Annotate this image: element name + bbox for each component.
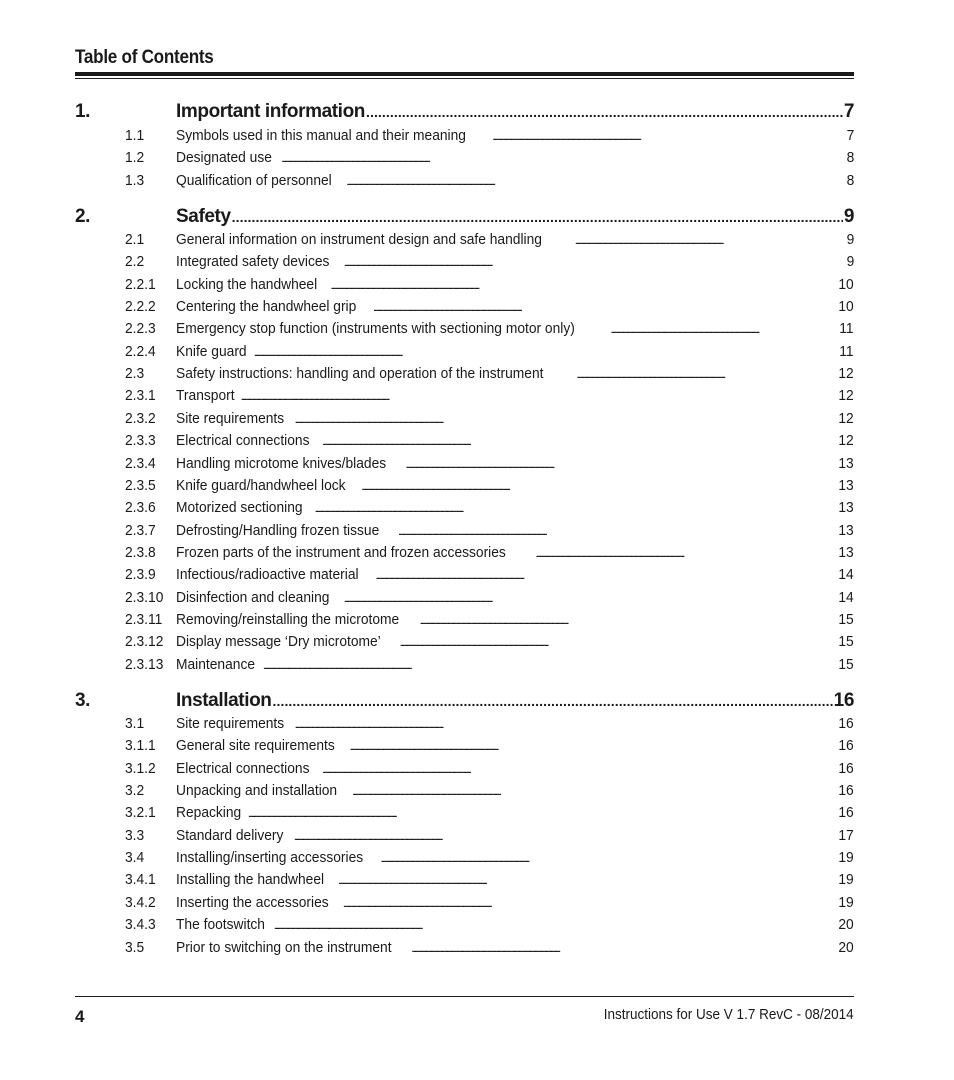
entry-title-line (176, 588, 854, 609)
entry-number: 2.3.7 (125, 522, 156, 539)
toc-subsection-entry[interactable] (75, 386, 854, 406)
entry-title-line (176, 543, 854, 564)
entry-page-number: 14 (838, 566, 854, 583)
entry-number: 1.1 (125, 127, 145, 144)
toc-subsection-entry[interactable] (75, 565, 854, 585)
entry-page-number: 13 (838, 499, 854, 516)
toc-subsection-entry[interactable] (75, 826, 854, 846)
dot-leader (405, 455, 836, 475)
entry-title: Prior to switching on the instrument (176, 939, 392, 956)
entry-title: Electrical connections (176, 432, 310, 449)
entry-title-line (176, 759, 854, 780)
entry-title: Infectious/radioactive material (176, 566, 359, 583)
dot-leader (375, 566, 836, 586)
dot-leader (352, 782, 836, 802)
entry-page-number: 14 (838, 589, 854, 606)
entry-title-line (176, 498, 854, 519)
dot-leader (330, 276, 836, 296)
toc-subsection-entry[interactable] (75, 870, 854, 890)
dot-leader (241, 387, 837, 407)
dot-leader (366, 100, 843, 124)
dot-leader (344, 253, 845, 273)
entry-number: 3.2 (125, 782, 145, 799)
toc-subsection-entry[interactable] (75, 171, 854, 191)
dot-leader (232, 205, 843, 229)
footer-page-number: 4 (75, 1007, 85, 1026)
entry-number: 3.5 (125, 939, 145, 956)
toc-subsection-entry[interactable] (75, 893, 854, 913)
entry-title-line (176, 655, 854, 676)
toc-subsection-entry[interactable] (75, 915, 854, 935)
entry-page-number: 15 (838, 656, 854, 673)
entry-number: 3.4.3 (125, 916, 156, 933)
toc-subsection-entry[interactable] (75, 342, 854, 362)
entry-title: Installing/inserting accessories (176, 849, 364, 866)
toc-subsection-entry[interactable] (75, 297, 854, 317)
entry-title-line (176, 689, 854, 713)
entry-title: Removing/reinstalling the microtome (176, 611, 400, 628)
entry-page-number: 10 (838, 276, 854, 293)
entry-number: 3.1.2 (125, 760, 156, 777)
toc-subsection-entry[interactable] (75, 588, 854, 608)
title-rule-thick (75, 72, 854, 76)
dot-leader (398, 522, 836, 542)
entry-title: Maintenance (176, 656, 256, 673)
entry-title-line (176, 565, 854, 586)
entry-page-number: 12 (838, 365, 854, 382)
entry-page-number: 12 (838, 432, 854, 449)
dot-leader (263, 656, 836, 676)
entry-page-number: 11 (839, 320, 854, 337)
entry-page-number: 7 (846, 127, 854, 144)
toc-section-entry[interactable] (75, 100, 854, 124)
entry-title: Repacking (176, 804, 242, 821)
entry-page-number: 16 (838, 782, 854, 799)
entry-title: Motorized sectioning (176, 499, 303, 516)
entry-title-line (176, 610, 854, 631)
dot-leader (273, 689, 833, 713)
dot-leader (343, 894, 836, 914)
entry-title-line (176, 431, 854, 452)
entry-title: Standard delivery (176, 827, 284, 844)
entry-title-line (176, 319, 854, 340)
entry-number: 3.4.2 (125, 894, 156, 911)
toc-subsection-entry[interactable] (75, 759, 854, 779)
entry-number: 2.3.2 (125, 410, 156, 427)
toc-subsection-entry[interactable] (75, 714, 854, 734)
entry-title-line (176, 148, 854, 169)
dot-leader (315, 499, 837, 519)
entry-title: Knife guard (176, 343, 247, 360)
entry-page-number: 8 (846, 172, 854, 189)
entry-title-line (176, 476, 854, 497)
entry-number: 2.3.9 (125, 566, 156, 583)
dot-leader (575, 231, 845, 251)
dot-leader (576, 365, 836, 385)
entry-title-line (176, 364, 854, 385)
toc-subsection-entry[interactable] (75, 736, 854, 756)
entry-page-number: 12 (838, 387, 854, 404)
entry-number: 2.2.1 (125, 276, 156, 293)
toc-subsection-entry[interactable] (75, 230, 854, 250)
dot-leader (254, 343, 838, 363)
entry-title-line (176, 781, 854, 802)
entry-number: 1.3 (125, 172, 145, 189)
entry-title-line (176, 736, 854, 757)
dot-leader (248, 804, 836, 824)
entry-title-line (176, 100, 854, 124)
entry-number: 1. (75, 101, 91, 122)
entry-title: Site requirements (176, 715, 285, 732)
entry-page-number: 20 (838, 939, 854, 956)
toc-subsection-entry[interactable] (75, 848, 854, 868)
entry-title-line (176, 342, 854, 363)
entry-title: General information on instrument design and safe handling (176, 231, 542, 248)
entry-page-number: 9 (843, 206, 854, 227)
entry-title: Important information (176, 101, 365, 122)
entry-title: The footswitch (176, 916, 265, 933)
entry-title-line (176, 275, 854, 296)
entry-title-line (176, 126, 854, 147)
toc-subsection-entry[interactable] (75, 610, 854, 630)
entry-number: 3. (75, 690, 91, 711)
entry-title: Site requirements (176, 410, 285, 427)
entry-title: Centering the handwheel grip (176, 298, 357, 315)
entry-number: 2.3.10 (125, 589, 164, 606)
entry-number: 2.2 (125, 253, 145, 270)
entry-title-line (176, 714, 854, 735)
entry-page-number: 7 (843, 101, 854, 122)
entry-title: Emergency stop function (instruments with sectioning motor only) (176, 320, 575, 337)
entry-title: General site requirements (176, 737, 335, 754)
toc-subsection-entry[interactable] (75, 938, 854, 958)
dot-leader (361, 477, 836, 497)
entry-page-number: 11 (839, 343, 854, 360)
entry-title-line (176, 826, 854, 847)
dot-leader (295, 410, 837, 430)
entry-number: 3.4 (125, 849, 145, 866)
footer-rule (75, 996, 854, 997)
dot-leader (400, 633, 837, 653)
entry-title: Safety instructions: handling and operation of the instrument (176, 365, 544, 382)
entry-page-number: 12 (838, 410, 854, 427)
entry-number: 2.3.6 (125, 499, 156, 516)
entry-page-number: 13 (838, 544, 854, 561)
entry-title-line (176, 252, 854, 273)
toc-subsection-entry[interactable] (75, 409, 854, 429)
entry-page-number: 16 (838, 715, 854, 732)
toc-subsection-entry[interactable] (75, 498, 854, 518)
entry-title-line (176, 803, 854, 824)
entry-page-number: 9 (846, 231, 854, 248)
toc-subsection-entry[interactable] (75, 364, 854, 384)
entry-number: 2.3.11 (125, 611, 163, 628)
entry-title: Frozen parts of the instrument and frozen accessories (176, 544, 506, 561)
toc-subsection-entry[interactable] (75, 521, 854, 541)
entry-page-number: 19 (838, 849, 854, 866)
entry-number: 2.3.3 (125, 432, 156, 449)
entry-number: 2.3.13 (125, 656, 164, 673)
entry-number: 1.2 (125, 149, 145, 166)
entry-title-line (176, 938, 854, 959)
toc-subsection-entry[interactable] (75, 319, 854, 339)
dot-leader (344, 589, 837, 609)
entry-title: Inserting the accessories (176, 894, 329, 911)
dot-leader (346, 172, 844, 192)
entry-title-line (176, 297, 854, 318)
entry-title: Locking the handwheel (176, 276, 318, 293)
footer-document-info: Instructions for Use V 1.7 RevC - 08/2014 (604, 1006, 854, 1023)
entry-number: 2.3.12 (125, 633, 164, 650)
entry-page-number: 19 (838, 894, 854, 911)
document-page (75, 0, 854, 1080)
entry-page-number: 8 (846, 149, 854, 166)
entry-title: Knife guard/handwheel lock (176, 477, 346, 494)
entry-title-line (176, 454, 854, 475)
entry-page-number: 9 (846, 253, 854, 270)
entry-number: 2.2.3 (125, 320, 156, 337)
entry-title: Disinfection and cleaning (176, 589, 330, 606)
entry-number: 2.3.1 (125, 387, 156, 404)
toc-subsection-entry[interactable] (75, 252, 854, 272)
dot-leader (338, 871, 836, 891)
dot-leader (420, 611, 837, 631)
toc-subsection-entry[interactable] (75, 126, 854, 146)
entry-title: Handling microtome knives/blades (176, 455, 387, 472)
entry-number: 2. (75, 206, 91, 227)
entry-title: Transport (176, 387, 235, 404)
entry-number: 2.2.4 (125, 343, 156, 360)
toc-subsection-entry[interactable] (75, 543, 854, 563)
toc-subsection-entry[interactable] (75, 454, 854, 474)
toc-subsection-entry[interactable] (75, 655, 854, 675)
entry-title: Installing the handwheel (176, 871, 325, 888)
toc-subsection-entry[interactable] (75, 476, 854, 496)
entry-number: 2.2.2 (125, 298, 156, 315)
dot-leader (350, 737, 837, 757)
entry-page-number: 16 (833, 690, 854, 711)
toc-subsection-entry[interactable] (75, 632, 854, 652)
toc-section-entry[interactable] (75, 205, 854, 229)
entry-number: 2.3 (125, 365, 145, 382)
entry-title-line (176, 893, 854, 914)
entry-number: 3.4.1 (125, 871, 156, 888)
entry-title: Defrosting/Handling frozen tissue (176, 522, 380, 539)
entry-page-number: 13 (838, 477, 854, 494)
entry-page-number: 15 (838, 611, 854, 628)
entry-title: Display message ‘Dry microtome’ (176, 633, 381, 650)
entry-number: 2.3.8 (125, 544, 156, 561)
dot-leader (611, 320, 838, 340)
dot-leader (281, 149, 844, 169)
entry-title: Designated use (176, 149, 272, 166)
entry-title-line (176, 386, 854, 407)
entry-title-line (176, 848, 854, 869)
entry-number: 2.3.4 (125, 455, 156, 472)
page-title: Table of Contents (75, 47, 214, 68)
entry-title: Integrated safety devices (176, 253, 330, 270)
entry-page-number: 13 (838, 522, 854, 539)
entry-title-line (176, 230, 854, 251)
entry-title-line (176, 409, 854, 430)
entry-page-number: 16 (838, 737, 854, 754)
entry-title-line (176, 205, 854, 229)
dot-leader (492, 127, 844, 147)
entry-page-number: 16 (838, 760, 854, 777)
dot-leader (322, 432, 836, 452)
toc-subsection-entry[interactable] (75, 803, 854, 823)
entry-title: Qualification of personnel (176, 172, 332, 189)
entry-number: 2.3.5 (125, 477, 156, 494)
entry-page-number: 20 (838, 916, 854, 933)
dot-leader (380, 849, 836, 869)
entry-number: 3.1.1 (125, 737, 156, 754)
dot-leader (274, 916, 837, 936)
entry-title-line (176, 915, 854, 936)
toc-section-entry[interactable] (75, 689, 854, 713)
entry-number: 2.1 (125, 231, 145, 248)
entry-title: Unpacking and installation (176, 782, 338, 799)
entry-page-number: 10 (838, 298, 854, 315)
entry-page-number: 16 (838, 804, 854, 821)
toc-subsection-entry[interactable] (75, 275, 854, 295)
entry-title-line (176, 870, 854, 891)
toc-subsection-entry[interactable] (75, 148, 854, 168)
dot-leader (411, 939, 836, 959)
entry-page-number: 17 (838, 827, 854, 844)
entry-title-line (176, 521, 854, 542)
entry-page-number: 19 (838, 871, 854, 888)
entry-title-line (176, 632, 854, 653)
dot-leader (322, 760, 836, 780)
entry-title: Installation (176, 690, 272, 711)
entry-number: 3.2.1 (125, 804, 156, 821)
dot-leader (295, 715, 837, 735)
entry-title: Symbols used in this manual and their meaning (176, 127, 466, 144)
entry-number: 3.1 (125, 715, 145, 732)
toc-subsection-entry[interactable] (75, 781, 854, 801)
dot-leader (294, 827, 837, 847)
entry-number: 3.3 (125, 827, 145, 844)
toc-subsection-entry[interactable] (75, 431, 854, 451)
entry-page-number: 15 (838, 633, 854, 650)
dot-leader (536, 544, 837, 564)
entry-title: Safety (176, 206, 231, 227)
entry-title: Electrical connections (176, 760, 310, 777)
entry-title-line (176, 171, 854, 192)
entry-page-number: 13 (838, 455, 854, 472)
dot-leader (373, 298, 836, 318)
title-rule-thin (75, 78, 854, 79)
